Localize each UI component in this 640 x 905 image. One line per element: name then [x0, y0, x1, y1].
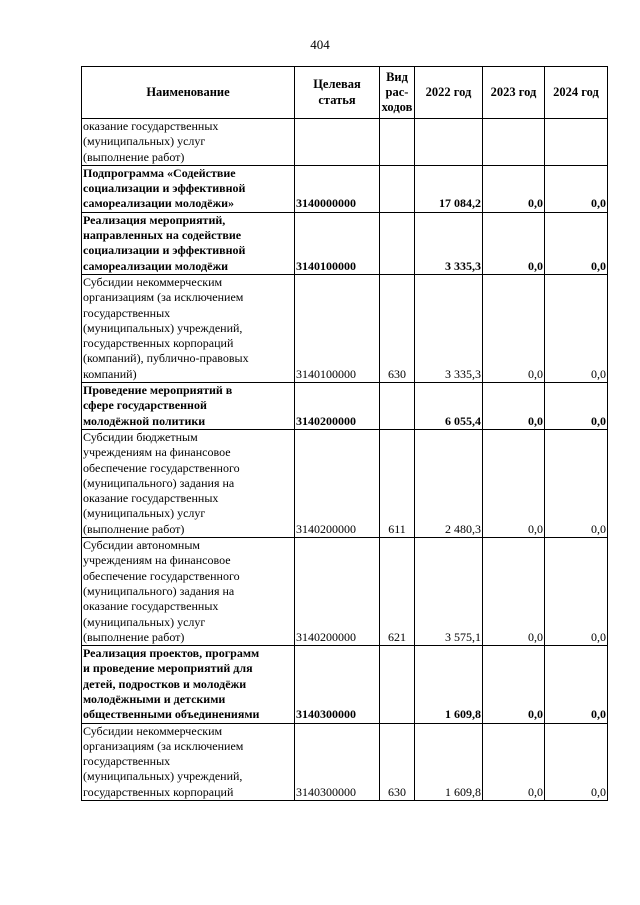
header-target-line: Целевая — [313, 77, 361, 92]
row-name-line: Подпрограмма «Содействие — [83, 165, 236, 180]
row-value-2024: 0,0 — [545, 646, 608, 723]
row-name-line: Реализация проектов, программ — [83, 646, 260, 661]
row-name-line: оказание государственных — [83, 119, 219, 133]
row-target-article: 3140200000 — [295, 383, 380, 430]
row-value-2022: 2 480,3 — [415, 429, 483, 537]
row-name-line: (выполнение работ) — [83, 629, 185, 644]
row-name-line: самореализации молодёжи» — [83, 196, 235, 211]
row-value-2023: 0,0 — [483, 165, 545, 212]
row-value-2022: 1 609,8 — [415, 646, 483, 723]
row-value-2024: 0,0 — [545, 723, 608, 800]
row-name-line: (муниципального) задания на — [83, 475, 235, 490]
row-name-line: оказание государственных — [83, 599, 219, 614]
row-name-line: Субсидии некоммерческим — [83, 723, 223, 738]
row-target-article: 3140300000 — [295, 723, 380, 800]
row-value-2022: 17 084,2 — [415, 165, 483, 212]
row-name-line: общественными объединениями — [83, 707, 260, 722]
row-value-2023 — [483, 119, 545, 166]
row-value-2022: 3 335,3 — [415, 274, 483, 382]
row-name-line: самореализации молодёжи — [83, 258, 229, 273]
row-target-article: 3140100000 — [295, 212, 380, 274]
row-expense-kind — [380, 383, 415, 430]
row-name-line: оказание государственных — [83, 491, 219, 506]
row-value-2023: 0,0 — [483, 274, 545, 382]
header-target-article — [295, 67, 380, 119]
row-target-article — [295, 119, 380, 166]
row-value-2022 — [415, 119, 483, 166]
header-target-line: статья — [318, 92, 356, 107]
row-target-article: 3140200000 — [295, 538, 380, 646]
row-name-line: учреждениям на финансовое — [83, 553, 231, 568]
row-name — [82, 429, 295, 537]
header-2024: 2024 год — [545, 67, 608, 119]
table-row — [82, 274, 608, 382]
row-name-line: компаний) — [83, 366, 137, 381]
row-name-line: обеспечение государственного — [83, 460, 240, 475]
row-target-article: 3140200000 — [295, 429, 380, 537]
row-expense-kind — [380, 165, 415, 212]
row-value-2023: 0,0 — [483, 383, 545, 430]
row-name — [82, 119, 295, 166]
row-name-line: Реализация мероприятий, — [83, 212, 226, 227]
row-value-2024: 0,0 — [545, 538, 608, 646]
row-name-line: организациям (за исключением — [83, 290, 244, 305]
header-name: Наименование — [82, 67, 295, 119]
row-value-2023: 0,0 — [483, 212, 545, 274]
table-row — [82, 119, 608, 166]
header-kind-line: рас- — [385, 84, 409, 99]
row-target-article: 3140300000 — [295, 646, 380, 723]
row-expense-kind: 611 — [380, 429, 415, 537]
row-name-line: детей, подростков и молодёжи — [83, 676, 247, 691]
row-target-article: 3140000000 — [295, 165, 380, 212]
row-name-line: (компаний), публично-правовых — [83, 351, 249, 366]
row-value-2023: 0,0 — [483, 646, 545, 723]
row-name — [82, 646, 295, 723]
row-value-2022: 3 575,1 — [415, 538, 483, 646]
row-name-line: (муниципальных) учреждений, — [83, 320, 243, 335]
row-value-2022: 6 055,4 — [415, 383, 483, 430]
table-body — [82, 119, 608, 801]
row-name-line: организациям (за исключением — [83, 738, 244, 753]
row-name — [82, 538, 295, 646]
row-name — [82, 723, 295, 800]
row-name-line: государственных корпораций — [83, 784, 234, 799]
row-name — [82, 383, 295, 430]
row-name-line: (выполнение работ) — [83, 149, 185, 164]
row-name-line: (муниципальных) учреждений, — [83, 769, 243, 784]
row-value-2024: 0,0 — [545, 429, 608, 537]
row-name-line: сфере государственной — [83, 398, 207, 413]
row-value-2024: 0,0 — [545, 383, 608, 430]
row-expense-kind — [380, 212, 415, 274]
row-expense-kind: 630 — [380, 723, 415, 800]
row-value-2023: 0,0 — [483, 429, 545, 537]
header-expense-kind — [380, 67, 415, 119]
row-name-line: (муниципальных) услуг — [83, 614, 206, 629]
table-row — [82, 165, 608, 212]
table-row — [82, 538, 608, 646]
row-value-2024 — [545, 119, 608, 166]
row-name-line: Субсидии автономным — [83, 538, 200, 553]
table-row — [82, 646, 608, 723]
row-value-2023: 0,0 — [483, 538, 545, 646]
row-name-line: (муниципальных) услуг — [83, 134, 206, 149]
row-value-2022: 1 609,8 — [415, 723, 483, 800]
row-value-2024: 0,0 — [545, 212, 608, 274]
row-expense-kind: 630 — [380, 274, 415, 382]
page-number: 404 — [310, 37, 330, 52]
row-name-line: (муниципальных) услуг — [83, 506, 206, 521]
row-name-line: молодёжной политики — [83, 413, 206, 428]
row-name-line: государственных — [83, 305, 171, 320]
header-kind-line: Вид — [386, 69, 408, 84]
row-name-line: направленных на содействие — [83, 228, 242, 243]
header-kind-line: ходов — [381, 100, 413, 115]
row-name-line: (выполнение работ) — [83, 521, 185, 536]
row-expense-kind: 621 — [380, 538, 415, 646]
row-value-2024: 0,0 — [545, 165, 608, 212]
table-header-row — [82, 67, 608, 119]
row-value-2023: 0,0 — [483, 723, 545, 800]
table-row — [82, 723, 608, 800]
table-row — [82, 383, 608, 430]
row-value-2024: 0,0 — [545, 274, 608, 382]
row-name-line: (муниципального) задания на — [83, 583, 235, 598]
table-row — [82, 212, 608, 274]
row-name-line: Проведение мероприятий в — [83, 383, 233, 398]
row-name — [82, 212, 295, 274]
row-name — [82, 274, 295, 382]
row-name-line: Субсидии некоммерческим — [83, 274, 223, 289]
row-name-line: Субсидии бюджетным — [83, 429, 198, 444]
row-name-line: государственных — [83, 754, 171, 769]
row-name-line: учреждениям на финансовое — [83, 445, 231, 460]
row-name-line: социализации и эффективной — [83, 243, 246, 258]
header-2022: 2022 год — [415, 67, 483, 119]
row-name — [82, 165, 295, 212]
row-target-article: 3140100000 — [295, 274, 380, 382]
row-name-line: обеспечение государственного — [83, 568, 240, 583]
row-name-line: молодёжными и детскими — [83, 691, 226, 706]
budget-table — [81, 66, 608, 801]
row-name-line: государственных корпораций — [83, 336, 234, 351]
row-expense-kind — [380, 646, 415, 723]
row-value-2022: 3 335,3 — [415, 212, 483, 274]
row-name-line: социализации и эффективной — [83, 181, 246, 196]
row-expense-kind — [380, 119, 415, 166]
row-name-line: и проведение мероприятий для — [83, 661, 253, 676]
header-2023: 2023 год — [483, 67, 545, 119]
table-row — [82, 429, 608, 537]
